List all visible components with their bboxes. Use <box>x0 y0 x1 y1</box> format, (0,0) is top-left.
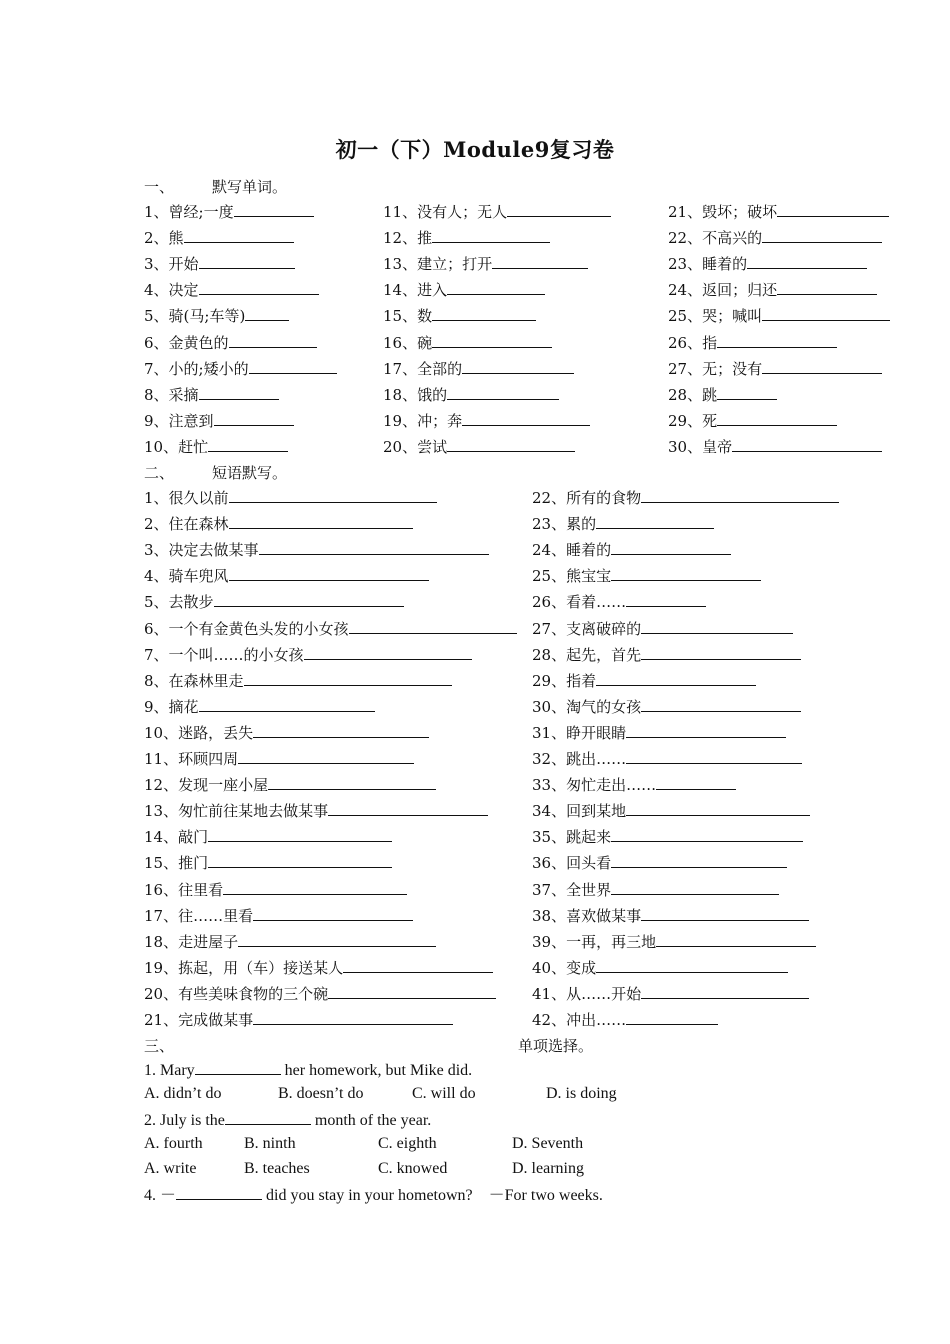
fill-in-item <box>532 697 801 717</box>
item-prompt: 4、决定 <box>144 281 199 300</box>
answer-blank[interactable] <box>328 984 496 999</box>
fill-in-item <box>383 306 536 326</box>
fill-in-item <box>144 228 294 248</box>
answer-blank[interactable] <box>641 697 801 712</box>
answer-blank[interactable] <box>253 906 413 921</box>
answer-blank[interactable] <box>244 671 452 686</box>
fill-in-item <box>144 932 436 952</box>
question-1 <box>144 1060 472 1081</box>
fill-in-item <box>144 359 337 379</box>
item-prompt: 2、熊 <box>144 229 184 248</box>
fill-in-item <box>144 775 436 795</box>
answer-blank[interactable] <box>199 280 319 295</box>
item-prompt: 9、注意到 <box>144 411 214 430</box>
item-prompt: 7、小的;矮小的 <box>144 359 249 378</box>
fill-in-item <box>144 984 496 1004</box>
answer-blank[interactable] <box>253 723 429 738</box>
answer-blank[interactable] <box>432 306 536 321</box>
item-prompt: 1、很久以前 <box>144 489 229 507</box>
answer-blank[interactable] <box>641 984 809 999</box>
question-2-end: month of the year. <box>310 1112 432 1129</box>
fill-in-item <box>668 411 837 431</box>
question-2-answer-blank[interactable] <box>225 1110 311 1125</box>
item-prompt: 10、赶忙 <box>144 437 209 456</box>
fill-in-item <box>668 254 867 274</box>
section-2-label: 短语默写。 <box>212 464 288 482</box>
fill-in-item <box>144 306 289 326</box>
fill-in-item <box>144 671 452 691</box>
answer-blank[interactable] <box>596 671 756 686</box>
fill-in-item <box>144 853 392 873</box>
item-prompt: 1、曾经;一度 <box>144 203 234 221</box>
item-prompt: 12、发现一座小屋 <box>144 776 269 795</box>
section-3-heading <box>144 1035 174 1056</box>
fill-in-item <box>383 359 574 379</box>
question-2 <box>144 1110 431 1131</box>
fill-in-item <box>532 801 810 821</box>
item-prompt: 6、金黄色的 <box>144 333 229 352</box>
page-title: 初一（下）Module9复习卷 <box>335 137 615 162</box>
item-prompt: 25、熊宝宝 <box>532 567 612 586</box>
item-prompt: 26、看着…… <box>532 593 627 612</box>
fill-in-item <box>532 958 788 978</box>
fill-in-item <box>144 488 437 508</box>
section-2-number: 二、 <box>144 464 175 482</box>
answer-option[interactable]: C. eighth <box>378 1135 437 1152</box>
fill-in-item <box>532 723 786 743</box>
answer-blank[interactable] <box>432 333 552 348</box>
question-1-start: 1. Mary <box>144 1062 195 1079</box>
item-prompt: 10、迷路，丢失 <box>144 723 254 742</box>
answer-blank[interactable] <box>717 411 837 426</box>
fill-in-item <box>532 619 793 639</box>
answer-option[interactable]: C. knowed <box>378 1160 448 1177</box>
fill-in-item <box>383 411 590 431</box>
answer-blank[interactable] <box>626 801 810 816</box>
item-prompt: 15、推门 <box>144 854 209 873</box>
fill-in-item <box>532 827 803 847</box>
answer-option[interactable]: C. will do <box>412 1085 476 1102</box>
fill-in-item <box>144 880 407 900</box>
answer-blank[interactable] <box>732 437 882 452</box>
question-1-answer-blank[interactable] <box>195 1060 281 1075</box>
fill-in-item <box>532 488 839 508</box>
question-4 <box>144 1185 603 1206</box>
answer-blank[interactable] <box>447 385 559 400</box>
answer-blank[interactable] <box>626 1010 718 1025</box>
item-prompt: 26、指 <box>668 333 718 352</box>
item-prompt: 33、匆忙走出…… <box>532 776 657 795</box>
fill-in-item <box>532 775 736 795</box>
answer-blank[interactable] <box>641 906 809 921</box>
answer-blank[interactable] <box>747 254 867 269</box>
item-prompt: 30、淘气的女孩 <box>532 697 642 716</box>
fill-in-item <box>144 437 288 457</box>
item-prompt: 23、睡着的 <box>668 255 748 274</box>
fill-in-item <box>532 880 779 900</box>
answer-option[interactable]: B. doesn’t do <box>278 1085 364 1102</box>
fill-in-item <box>668 280 877 300</box>
item-prompt: 30、皇帝 <box>668 437 733 456</box>
answer-blank[interactable] <box>717 385 777 400</box>
answer-blank[interactable] <box>626 592 706 607</box>
answer-option[interactable]: D. Seventh <box>512 1135 584 1152</box>
fill-in-item <box>144 906 413 926</box>
answer-blank[interactable] <box>199 385 279 400</box>
section-1-number: 一、 <box>144 178 175 196</box>
fill-in-item <box>144 801 488 821</box>
section-2-heading <box>144 462 287 483</box>
answer-option[interactable]: B. ninth <box>244 1135 296 1152</box>
answer-blank[interactable] <box>596 958 788 973</box>
answer-blank[interactable] <box>611 880 779 895</box>
fill-in-item <box>144 540 489 560</box>
section-3-label: 单项选择。 <box>518 1037 594 1055</box>
item-prompt: 22、不高兴的 <box>668 229 763 248</box>
item-prompt: 14、进入 <box>383 281 448 300</box>
item-prompt: 17、全部的 <box>383 359 463 378</box>
answer-blank[interactable] <box>626 749 802 764</box>
answer-blank[interactable] <box>777 280 877 295</box>
answer-blank[interactable] <box>229 566 429 581</box>
fill-in-item <box>144 749 414 769</box>
fill-in-item <box>144 697 375 717</box>
answer-blank[interactable] <box>596 514 714 529</box>
fill-in-item <box>532 671 756 691</box>
section-1-label: 默写单词。 <box>212 178 288 196</box>
answer-blank[interactable] <box>462 359 574 374</box>
item-prompt: 32、跳出…… <box>532 750 627 768</box>
answer-blank[interactable] <box>229 333 317 348</box>
fill-in-item <box>383 280 545 300</box>
answer-blank[interactable] <box>762 359 882 374</box>
answer-blank[interactable] <box>229 488 437 503</box>
answer-blank[interactable] <box>268 775 436 790</box>
answer-blank[interactable] <box>214 411 294 426</box>
answer-blank[interactable] <box>245 306 289 321</box>
item-prompt: 20、尝试 <box>383 437 448 456</box>
fill-in-item <box>532 514 714 534</box>
fill-in-item <box>668 228 882 248</box>
answer-blank[interactable] <box>249 359 337 374</box>
fill-in-item <box>144 958 493 978</box>
fill-in-item <box>144 280 319 300</box>
item-prompt: 21、毁坏；破坏 <box>668 203 778 221</box>
item-prompt: 36、回头看 <box>532 854 612 873</box>
answer-blank[interactable] <box>328 801 488 816</box>
item-prompt: 13、建立；打开 <box>383 255 493 274</box>
item-prompt: 16、碗 <box>383 333 433 352</box>
fill-in-item <box>383 202 611 222</box>
fill-in-item <box>668 437 882 457</box>
fill-in-item <box>144 385 279 405</box>
item-prompt: 37、全世界 <box>532 880 612 899</box>
item-prompt: 8、在森林里走 <box>144 671 244 690</box>
fill-in-item <box>532 540 731 560</box>
fill-in-item <box>532 566 761 586</box>
answer-blank[interactable] <box>447 280 545 295</box>
fill-in-item <box>144 254 295 274</box>
fill-in-item <box>383 228 550 248</box>
answer-blank[interactable] <box>611 566 761 581</box>
item-prompt: 3、开始 <box>144 255 199 274</box>
fill-in-item <box>383 333 552 353</box>
answer-blank[interactable] <box>507 202 611 217</box>
fill-in-item <box>144 592 404 612</box>
answer-blank[interactable] <box>229 514 413 529</box>
item-prompt: 24、返回；归还 <box>668 281 778 300</box>
item-prompt: 34、回到某地 <box>532 802 627 821</box>
answer-blank[interactable] <box>253 1010 453 1025</box>
item-prompt: 13、匆忙前往某地去做某事 <box>144 802 329 821</box>
item-prompt: 5、骑(马;车等) <box>144 307 246 326</box>
answer-blank[interactable] <box>762 306 890 321</box>
item-prompt: 25、哭；喊叫 <box>668 307 763 326</box>
answer-blank[interactable] <box>492 254 588 269</box>
answer-option[interactable]: D. learning <box>512 1160 584 1177</box>
answer-blank[interactable] <box>611 827 803 842</box>
fill-in-item <box>668 306 890 326</box>
fill-in-item <box>532 749 802 769</box>
item-prompt: 28、起先，首先 <box>532 645 642 664</box>
item-prompt: 24、睡着的 <box>532 541 612 560</box>
item-prompt: 21、完成做某事 <box>144 1011 254 1029</box>
item-prompt: 22、所有的食物 <box>532 489 642 507</box>
answer-option[interactable]: A. fourth <box>144 1135 203 1152</box>
fill-in-item <box>144 514 413 534</box>
answer-blank[interactable] <box>199 697 375 712</box>
item-prompt: 23、累的 <box>532 515 597 534</box>
item-prompt: 27、无；没有 <box>668 359 763 378</box>
fill-in-item <box>383 254 588 274</box>
item-prompt: 5、去散步 <box>144 593 214 612</box>
item-prompt: 15、数 <box>383 307 433 326</box>
fill-in-item <box>532 984 809 1004</box>
answer-blank[interactable] <box>656 775 736 790</box>
fill-in-item <box>144 202 314 222</box>
answer-blank[interactable] <box>717 333 837 348</box>
item-prompt: 19、拣起，用（车）接送某人 <box>144 958 344 977</box>
answer-option[interactable]: B. teaches <box>244 1160 310 1177</box>
item-prompt: 11、没有人；无人 <box>383 203 508 221</box>
answer-blank[interactable] <box>259 540 489 555</box>
answer-blank[interactable] <box>641 619 793 634</box>
fill-in-item <box>668 359 882 379</box>
answer-blank[interactable] <box>208 827 392 842</box>
item-prompt: 40、变成 <box>532 958 597 977</box>
item-prompt: 7、一个叫……的小女孩 <box>144 645 304 664</box>
item-prompt: 11、环顾四周 <box>144 750 239 768</box>
answer-blank[interactable] <box>447 437 575 452</box>
answer-blank[interactable] <box>214 592 404 607</box>
item-prompt: 12、推 <box>383 229 433 248</box>
answer-option[interactable]: D. is doing <box>546 1085 617 1102</box>
fill-in-item <box>144 333 317 353</box>
answer-blank[interactable] <box>184 228 294 243</box>
answer-blank[interactable] <box>238 749 414 764</box>
fill-in-item <box>532 1010 718 1030</box>
answer-blank[interactable] <box>208 853 392 868</box>
fill-in-item <box>383 437 575 457</box>
answer-blank[interactable] <box>234 202 314 217</box>
answer-blank[interactable] <box>343 958 493 973</box>
fill-in-item <box>144 619 517 639</box>
answer-option[interactable]: A. write <box>144 1160 197 1177</box>
item-prompt: 18、走进屋子 <box>144 932 239 951</box>
fill-in-item <box>383 385 559 405</box>
question-2-start: 2. July is the <box>144 1112 225 1129</box>
answer-blank[interactable] <box>777 202 889 217</box>
item-prompt: 29、死 <box>668 411 718 430</box>
item-prompt: 39、一再，再三地 <box>532 932 657 951</box>
question-4-answer-blank[interactable] <box>176 1185 262 1200</box>
answer-blank[interactable] <box>762 228 882 243</box>
answer-blank[interactable] <box>208 437 288 452</box>
fill-in-item <box>532 645 801 665</box>
item-prompt: 9、摘花 <box>144 697 199 716</box>
answer-option[interactable]: A. didn’t do <box>144 1085 222 1102</box>
fill-in-item <box>144 411 294 431</box>
answer-blank[interactable] <box>462 411 590 426</box>
item-prompt: 8、采摘 <box>144 385 199 404</box>
fill-in-item <box>668 333 837 353</box>
fill-in-item <box>532 906 809 926</box>
item-prompt: 20、有些美味食物的三个碗 <box>144 984 329 1003</box>
item-prompt: 28、跳 <box>668 385 718 404</box>
section-3-number: 三、 <box>144 1037 175 1055</box>
fill-in-item <box>144 566 429 586</box>
answer-blank[interactable] <box>223 880 407 895</box>
item-prompt: 29、指着 <box>532 671 597 690</box>
answer-blank[interactable] <box>611 540 731 555</box>
item-prompt: 2、住在森林 <box>144 515 229 534</box>
item-prompt: 42、冲出…… <box>532 1011 627 1029</box>
fill-in-item <box>532 592 706 612</box>
answer-blank[interactable] <box>641 488 839 503</box>
question-4-end: did you stay in your hometown? －For two weeks. <box>262 1187 603 1204</box>
item-prompt: 35、跳起来 <box>532 828 612 847</box>
answer-blank[interactable] <box>611 853 787 868</box>
item-prompt: 4、骑车兜风 <box>144 567 229 586</box>
fill-in-item <box>144 645 472 665</box>
question-4-start: 4. － <box>144 1187 177 1204</box>
answer-blank[interactable] <box>656 932 816 947</box>
section-1-heading <box>144 176 287 197</box>
item-prompt: 27、支离破碎的 <box>532 619 642 638</box>
fill-in-item <box>144 827 392 847</box>
item-prompt: 31、睁开眼睛 <box>532 723 627 742</box>
answer-blank[interactable] <box>432 228 550 243</box>
item-prompt: 14、敲门 <box>144 828 209 847</box>
fill-in-item <box>532 932 816 952</box>
item-prompt: 19、冲；奔 <box>383 411 463 430</box>
question-1-end: her homework, but Mike did. <box>280 1062 473 1079</box>
item-prompt: 3、决定去做某事 <box>144 541 259 560</box>
answer-blank[interactable] <box>304 645 472 660</box>
item-prompt: 16、往里看 <box>144 880 224 899</box>
item-prompt: 18、饿的 <box>383 385 448 404</box>
item-prompt: 17、往……里看 <box>144 906 254 925</box>
answer-blank[interactable] <box>626 723 786 738</box>
answer-blank[interactable] <box>349 619 517 634</box>
fill-in-item <box>668 385 777 405</box>
item-prompt: 41、从……开始 <box>532 984 642 1003</box>
answer-blank[interactable] <box>199 254 295 269</box>
item-prompt: 6、一个有金黄色头发的小女孩 <box>144 619 349 638</box>
fill-in-item <box>144 1010 453 1030</box>
item-prompt: 38、喜欢做某事 <box>532 906 642 925</box>
fill-in-item <box>668 202 889 222</box>
fill-in-item <box>532 853 787 873</box>
answer-blank[interactable] <box>641 645 801 660</box>
answer-blank[interactable] <box>238 932 436 947</box>
fill-in-item <box>144 723 429 743</box>
